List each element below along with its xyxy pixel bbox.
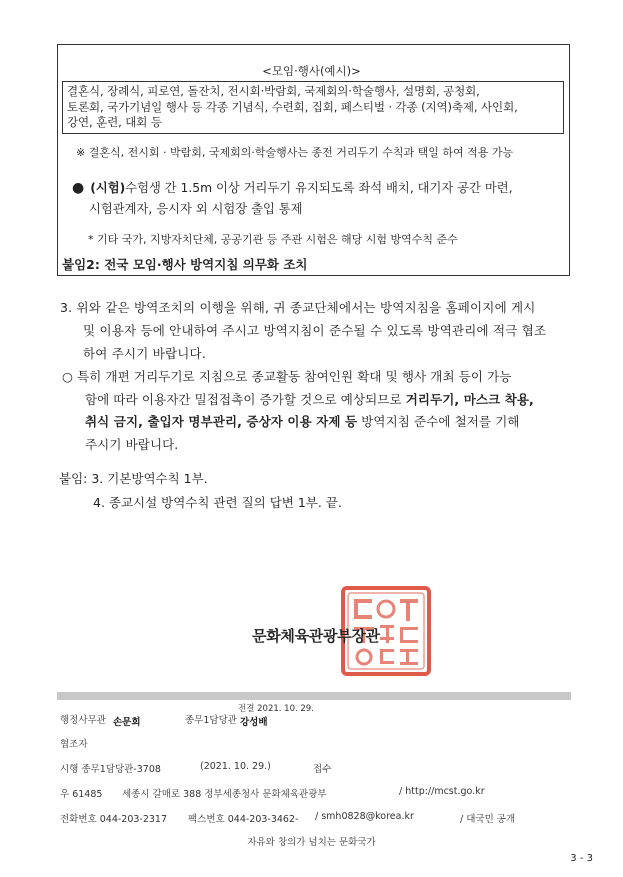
fax-number: 팩스번호 044-203-3462- <box>188 814 299 825</box>
paragraph-line: ○ 특히 개편 거리두기로 지침으로 종교활동 참여인원 확대 및 행사 개최 등이 가능 <box>62 369 512 384</box>
paragraph-text: 방역지침 준수에 철저를 기해 <box>357 414 520 429</box>
paragraph-text: 함에 따라 이용자간 밀접접촉이 증가할 것으로 예상되므로 <box>85 391 406 407</box>
paragraph-3 <box>60 296 578 365</box>
events-line: 결혼식, 장례식, 피로연, 돌잔치, 전시회·박람회, 국제회의·학술행사, 설명회, 공청회, <box>67 84 480 98</box>
emphasis-text: 거리두기, 마스크 착용, <box>405 391 534 407</box>
director-label: 종무1담당관 <box>185 715 237 726</box>
paragraph-line <box>62 389 578 412</box>
director-name: 강성배 <box>240 717 268 728</box>
bullet-dot-icon: ● <box>72 180 85 196</box>
exam-bullet <box>72 178 552 220</box>
postal-code: 우 61485 <box>60 789 103 800</box>
attachment-item: 4. 종교시설 방역수칙 관련 질의 답변 1부. 끝. <box>93 495 342 510</box>
attachment-item: 붙임: 3. 기본방역수칙 1부. <box>59 471 208 486</box>
cooperator-label: 협조자 <box>60 739 88 750</box>
special-notice-paragraph <box>62 366 578 456</box>
email-link[interactable]: / smh0828@korea.kr <box>315 811 414 822</box>
enforcement-date: (2021. 10. 29.) <box>200 761 271 772</box>
officer-name: 손문희 <box>113 717 141 728</box>
phone-number: 전화번호 044-203-2317 <box>60 814 168 825</box>
approval-date: 전결 2021. 10. 29. <box>238 704 314 714</box>
paragraph-line: 3. 위와 같은 방역조치의 이행을 위해, 귀 종교단체에서는 방역지침을 홈페이지에 게시 <box>60 300 536 315</box>
officer-label: 행정사무관 <box>60 715 106 726</box>
disclosure-status: / 대국민 공개 <box>460 814 516 825</box>
events-line: 강연, 훈련, 대회 등 <box>67 115 162 129</box>
address: 세종시 갈매로 388 정부세종청사 문화체육관광부 <box>122 789 327 800</box>
paragraph-line: 주시기 바랍니다. <box>85 436 179 452</box>
website-link[interactable]: / http://mcst.go.kr <box>399 786 485 797</box>
events-example-list <box>62 81 564 134</box>
exam-sub-note: * 기타 국가, 지방자치단체, 공공기관 등 주관 시험은 해당 시험 방역수칙 준수 <box>88 233 458 246</box>
exam-label: (시험) <box>90 181 126 195</box>
paragraph-line: 및 이용자 등에 안내하여 주시고 방역지침이 준수될 수 있도록 방역관리에 적극 협조 <box>83 323 547 338</box>
attachments-list <box>59 467 342 515</box>
page-number: 3 - 3 <box>570 853 593 864</box>
exam-line1: 수험생 간 1.5m 이상 거리두기 유지되도록 좌석 배치, 대기자 공간 마련, <box>125 181 513 195</box>
slogan: 자유와 창의가 넘치는 문화국가 <box>247 837 376 848</box>
paragraph-line: 하여 주시기 바랍니다. <box>83 346 206 361</box>
enforcement-number: 시행 종무1담당관-3708 <box>60 764 161 775</box>
paragraph-line <box>62 411 578 434</box>
attachment-2-title: 붙임2: 전국 모임·행사 방역지침 의무화 조치 <box>62 257 308 272</box>
events-example-title: <모임·행사(예시)> <box>262 64 361 78</box>
minister-signature: 문화체육관광부장관 <box>252 627 380 645</box>
events-line: 토론회, 국가기념일 행사 등 각종 기념식, 수련회, 집회, 페스티벌 · 각종 (지역)축제, 사인회, <box>67 99 518 114</box>
reception-label: 접수 <box>313 764 332 775</box>
events-note: ※ 결혼식, 전시회 · 박람회, 국제회의·학술행사는 종전 거리두기 수칙과 택일 하여 적용 가능 <box>76 146 514 159</box>
exam-line2: 시험관계자, 응시자 외 시험장 출입 통제 <box>89 202 303 216</box>
footer-divider <box>57 692 571 700</box>
emphasis-text: 취식 금지, 출입자 명부관리, 증상자 이용 자제 등 <box>85 414 358 429</box>
